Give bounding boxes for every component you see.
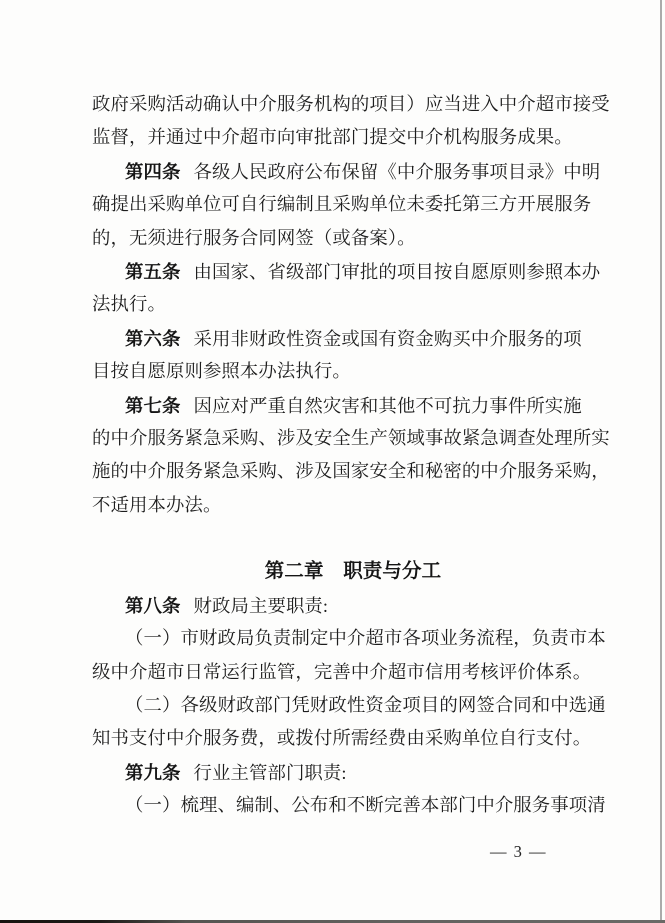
line-text: 财政局主要职责: xyxy=(193,595,329,616)
text-line xyxy=(92,88,614,121)
text-line xyxy=(92,422,614,455)
text-line xyxy=(92,789,614,822)
line-text: 目按自愿原则参照本办法执行。 xyxy=(92,361,351,382)
text-line xyxy=(92,121,614,154)
text-line xyxy=(92,656,614,689)
article-number: 第八条 xyxy=(125,594,181,616)
text-line xyxy=(92,489,614,522)
document-body xyxy=(92,88,614,823)
text-line xyxy=(92,589,614,622)
article-number: 第九条 xyxy=(125,761,181,783)
text-line xyxy=(92,288,614,321)
scan-edge-right xyxy=(660,0,662,923)
line-text: 的中介服务紧急采购、涉及安全生产领域事故紧急调查处理所实 xyxy=(92,427,610,448)
text-line xyxy=(92,155,614,188)
line-text: 第二章 职责与分工 xyxy=(264,560,442,583)
text-line xyxy=(92,322,614,355)
article-number: 第四条 xyxy=(125,160,181,182)
text-line xyxy=(92,455,614,488)
article-number: 第七条 xyxy=(125,394,181,416)
line-text: 法执行。 xyxy=(92,294,166,315)
line-text: 知书支付中介服务费，或拨付所需经费由采购单位自行支付。 xyxy=(92,728,592,749)
text-line xyxy=(92,689,614,722)
text-line xyxy=(92,389,614,422)
line-text: 的，无须进行服务合同网签（或备案）。 xyxy=(92,227,416,248)
line-text: 确提出采购单位可自行编制且采购单位未委托第三方开展服务 xyxy=(92,194,592,215)
line-text: 各级人民政府公布保留《中介服务事项目录》中明 xyxy=(193,161,601,182)
line-text: （一）梳理、编制、公布和不断完善本部门中介服务事项清 xyxy=(125,795,606,816)
line-text: 因应对严重自然灾害和其他不可抗力事件所实施 xyxy=(193,395,582,416)
line-text: （二）各级财政部门凭财政性资金项目的网签合同和中选通 xyxy=(125,695,606,716)
text-line xyxy=(92,522,614,555)
text-line xyxy=(92,222,614,255)
text-line xyxy=(92,622,614,655)
article-number: 第五条 xyxy=(125,260,181,282)
line-text: 行业主管部门职责: xyxy=(193,762,347,783)
line-text: 监督，并通过中介超市向审批部门提交中介机构服务成果。 xyxy=(92,127,573,148)
line-text: 政府采购活动确认中介服务机构的项目）应当进入中介超市接受 xyxy=(92,94,610,114)
line-text: 由国家、省级部门审批的项目按自愿原则参照本办 xyxy=(193,261,601,282)
text-line xyxy=(92,722,614,755)
page-number: — 3 — xyxy=(490,842,547,861)
line-text: 采用非财政性资金或国有资金购买中介服务的项 xyxy=(193,328,582,349)
line-text: 级中介超市日常运行监管，完善中介超市信用考核评价体系。 xyxy=(92,661,592,682)
line-text: （一）市财政局负责制定中介超市各项业务流程，负责市本 xyxy=(125,628,606,649)
text-line xyxy=(92,355,614,388)
text-line xyxy=(92,255,614,288)
line-text: 施的中介服务紧急采购、涉及国家安全和秘密的中介服务采购， xyxy=(92,461,610,482)
text-line xyxy=(92,188,614,221)
line-text: 不适用本办法。 xyxy=(92,494,222,515)
text-line xyxy=(92,555,614,588)
text-line xyxy=(92,756,614,789)
article-number: 第六条 xyxy=(125,327,181,349)
